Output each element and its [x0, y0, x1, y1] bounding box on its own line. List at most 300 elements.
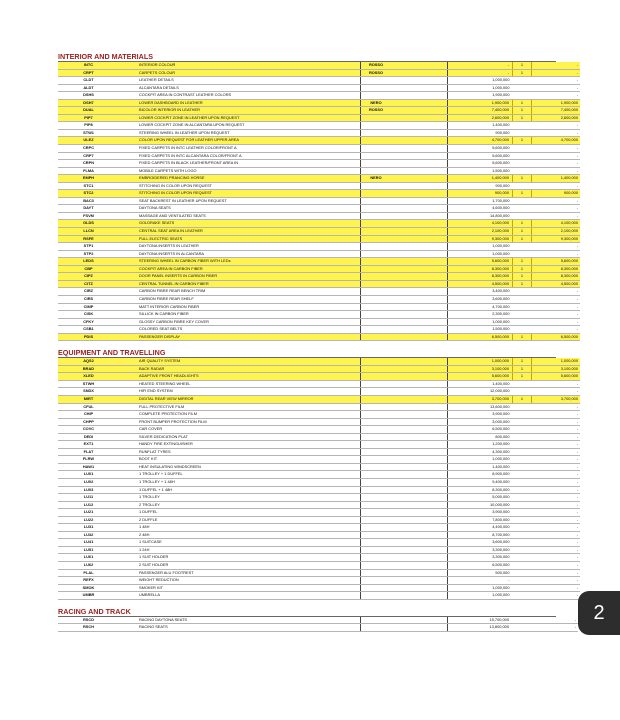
option-total: -: [532, 516, 581, 524]
option-total: -: [532, 311, 581, 319]
option-total: 4,100,000: [532, 220, 581, 228]
option-color: [361, 539, 392, 547]
option-color: [361, 592, 392, 600]
option-price: 5,600,000: [448, 152, 513, 160]
option-quantity: 1: [513, 333, 532, 341]
option-code: CSB1: [58, 326, 119, 334]
spacer-cell: [391, 524, 448, 532]
option-total: -: [532, 448, 581, 456]
option-price: 1,000,000: [448, 84, 513, 92]
option-color: [361, 288, 392, 296]
option-color: [361, 77, 392, 85]
option-total: 2,600,000: [532, 114, 581, 122]
page-number-badge: 2: [578, 591, 620, 635]
option-description: 2 SUIT HOLDER: [119, 562, 361, 570]
option-quantity: [513, 205, 532, 213]
option-color: [361, 524, 392, 532]
racing-options-table: [58, 617, 578, 632]
spacer-cell: [391, 114, 448, 122]
option-price: 5,600,000: [448, 258, 513, 266]
option-quantity: 1: [513, 137, 532, 145]
option-code: AQS2: [58, 358, 119, 365]
option-total: 8,300,000: [532, 265, 581, 273]
option-description: COCKPIT AREA IN CARBON FIBER: [119, 265, 361, 273]
option-quantity: [513, 243, 532, 251]
option-quantity: [513, 433, 532, 441]
option-color: [361, 471, 392, 479]
option-code: DSHS: [58, 92, 119, 100]
option-description: SEAT BACKREST IN LEATHER UPON REQUEST: [119, 197, 361, 205]
option-code: LU01: [58, 471, 119, 479]
spacer-cell: [391, 441, 448, 449]
option-color: [361, 265, 392, 273]
option-code: BAC3: [58, 197, 119, 205]
option-code: UMBR: [58, 592, 119, 600]
option-code: CBP: [58, 265, 119, 273]
option-description: 2 48H: [119, 531, 361, 539]
option-total: -: [532, 546, 581, 554]
table-row: [58, 250, 580, 258]
table-row: [58, 486, 580, 494]
option-total: -: [532, 471, 581, 479]
option-color: ROSSO: [361, 62, 392, 69]
interior-options-table: [58, 62, 580, 341]
spacer-cell: [391, 516, 448, 524]
option-total: -: [532, 426, 581, 434]
option-price: -: [448, 577, 513, 585]
table-row: [58, 494, 580, 502]
table-row: [58, 577, 580, 585]
option-total: -: [532, 84, 581, 92]
option-code: CIRZ: [58, 288, 119, 296]
option-code: STC1: [58, 182, 119, 190]
option-price: 8,900,000: [448, 471, 513, 479]
option-code: LU11: [58, 494, 119, 502]
option-quantity: [513, 486, 532, 494]
option-description: 1 48H: [119, 524, 361, 532]
option-color: [361, 577, 392, 585]
option-price: 1,500,000: [448, 167, 513, 175]
option-color: [361, 182, 392, 190]
spacer-cell: [391, 577, 448, 585]
option-code: PIP8: [58, 122, 119, 130]
option-quantity: [513, 84, 532, 92]
table-row: [58, 258, 580, 266]
option-description: 1 DUFFEL + 1 48H: [119, 486, 361, 494]
option-code: INTC: [58, 62, 119, 69]
option-code: SMOK: [58, 584, 119, 592]
option-description: LOWER DASHBOARD IN LEATHER: [119, 99, 361, 107]
option-quantity: 1: [513, 228, 532, 236]
option-color: [361, 280, 392, 288]
option-quantity: [513, 494, 532, 502]
option-price: 15,700,000: [448, 617, 513, 624]
option-code: PIP7: [58, 114, 119, 122]
option-total: -: [532, 182, 581, 190]
option-code: STP2: [58, 250, 119, 258]
table-row: [58, 509, 580, 517]
option-code: RSFE: [58, 235, 119, 243]
option-total: -: [532, 380, 581, 388]
option-quantity: [513, 122, 532, 130]
option-quantity: [513, 577, 532, 585]
option-color: [361, 250, 392, 258]
option-total: -: [532, 62, 581, 69]
option-quantity: [512, 624, 530, 632]
option-total: -: [532, 577, 581, 585]
option-description: ADAPTIVE FRONT HEADLIGHTS: [119, 373, 361, 381]
option-color: [361, 205, 392, 213]
option-price: 6,500,000: [448, 333, 513, 341]
option-description: HEAT INSULATING WINDSCREEN: [119, 463, 361, 471]
option-quantity: [513, 471, 532, 479]
option-quantity: 1: [513, 175, 532, 183]
option-description: COMPLETE PROTECTION FILM: [119, 411, 361, 419]
option-quantity: [513, 152, 532, 160]
option-color: [361, 273, 392, 281]
table-row: [58, 403, 580, 411]
option-price: 13,600,000: [448, 403, 513, 411]
spacer-cell: [391, 122, 448, 130]
option-total: -: [532, 145, 581, 153]
option-quantity: [513, 524, 532, 532]
spacer-cell: [391, 295, 448, 303]
option-price: 3,100,000: [448, 365, 513, 373]
option-code: PLAL: [58, 569, 119, 577]
option-total: -: [532, 92, 581, 100]
option-code: FLRW: [58, 456, 119, 464]
option-description: COCKPIT AREA IN CONTRAST LEATHER COLORS: [119, 92, 361, 100]
option-code: COVC: [58, 426, 119, 434]
option-description: RUNFLAT TYRES: [119, 448, 361, 456]
option-description: INTERIOR COLOUR: [119, 62, 361, 69]
spacer-cell: [391, 92, 448, 100]
option-code: CRPN: [58, 160, 119, 168]
option-quantity: 1: [513, 190, 532, 198]
option-color: ROSSO: [361, 69, 392, 77]
option-total: -: [532, 69, 581, 77]
table-row: [58, 62, 580, 69]
table-row: [58, 152, 580, 160]
options-price-sheet: [58, 52, 578, 632]
option-quantity: [513, 182, 532, 190]
table-row: [58, 114, 580, 122]
option-code: SNDX: [58, 388, 119, 396]
option-color: [361, 152, 392, 160]
option-quantity: [513, 441, 532, 449]
option-quantity: 1: [513, 62, 532, 69]
option-quantity: [513, 562, 532, 570]
option-price: 800,000: [448, 433, 513, 441]
option-price: 1,400,000: [448, 175, 513, 183]
option-code: STWH: [58, 380, 119, 388]
spacer-cell: [391, 358, 448, 365]
option-total: 6,500,000: [532, 333, 581, 341]
option-description: FIXED CARPETS IN BLACK LEATHER/FRONT AREA IN: [119, 160, 361, 168]
option-description: 1 TROLLEY + 1 DUFFEL: [119, 471, 361, 479]
spacer-cell: [391, 205, 448, 213]
option-color: [361, 509, 392, 517]
option-color: [361, 358, 392, 365]
option-price: 2,600,000: [448, 114, 513, 122]
spacer-cell: [391, 99, 448, 107]
table-row: [58, 326, 580, 334]
option-quantity: [513, 77, 532, 85]
spacer-cell: [391, 501, 448, 509]
table-row: [58, 318, 580, 326]
option-quantity: [513, 411, 532, 419]
option-quantity: [513, 388, 532, 396]
spacer-cell: [391, 531, 448, 539]
option-code: FSVM: [58, 212, 119, 220]
option-color: [361, 388, 392, 396]
table-row: [58, 235, 580, 243]
spacer-cell: [391, 463, 448, 471]
option-color: [361, 137, 392, 145]
option-quantity: [513, 539, 532, 547]
option-total: -: [532, 388, 581, 396]
option-code: LU41: [58, 539, 119, 547]
option-total: -: [532, 160, 581, 168]
option-total: -: [532, 501, 581, 509]
table-row: [58, 373, 580, 381]
table-row: [58, 365, 580, 373]
option-code: DSH7: [58, 99, 119, 107]
option-description: ALCANTARA DETAILS: [119, 84, 361, 92]
option-description: AIR QUALITY SYSTEM: [119, 358, 361, 365]
option-code: LU51: [58, 546, 119, 554]
table-row: [58, 220, 580, 228]
option-price: 9,300,000: [448, 235, 513, 243]
option-quantity: [513, 212, 532, 220]
option-total: -: [530, 624, 578, 632]
spacer-cell: [391, 562, 448, 570]
option-description: MASSAGE AND VENTILATED SEATS: [119, 212, 361, 220]
option-description: BACK RADAR: [119, 365, 361, 373]
spacer-cell: [391, 137, 448, 145]
option-quantity: [513, 129, 532, 137]
option-description: STITCHING IN COLOR UPON REQUEST: [119, 190, 361, 198]
option-description: FULL PROTECTIVE FILM: [119, 403, 361, 411]
option-code: RSCH: [58, 624, 119, 632]
option-price: 12,000,000: [448, 388, 513, 396]
table-row: [58, 478, 580, 486]
option-code: CITZ: [58, 280, 119, 288]
option-code: ALDT: [58, 84, 119, 92]
option-code: CFUL: [58, 403, 119, 411]
option-description: 2 TROLLEY: [119, 501, 361, 509]
option-description: MATT INTERIOR CARBON FIBER: [119, 303, 361, 311]
option-code: LU03: [58, 486, 119, 494]
option-quantity: 1: [513, 99, 532, 107]
table-row: [58, 539, 580, 547]
option-total: -: [532, 250, 581, 258]
option-total: 900,000: [532, 190, 581, 198]
option-price: 1,000,000: [448, 243, 513, 251]
option-price: 4,700,000: [448, 137, 513, 145]
section-title-equipment: EQUIPMENT AND TRAVELLING: [58, 348, 556, 358]
option-price: 1,200,000: [448, 441, 513, 449]
spacer-cell: [391, 220, 448, 228]
option-description: PASSENGER ALU FOOTREST: [119, 569, 361, 577]
option-code: EMPH: [58, 175, 119, 183]
option-color: [361, 333, 392, 341]
option-price: 3,900,000: [448, 411, 513, 419]
option-total: -: [532, 584, 581, 592]
spacer-cell: [391, 569, 448, 577]
option-color: [361, 212, 392, 220]
option-total: -: [532, 494, 581, 502]
option-total: -: [530, 617, 578, 624]
table-row: [58, 129, 580, 137]
option-color: [361, 129, 392, 137]
option-code: LU31: [58, 524, 119, 532]
option-code: EXT1: [58, 441, 119, 449]
option-total: 5,600,000: [532, 373, 581, 381]
option-color: NERO: [361, 99, 392, 107]
option-total: 3,700,000: [532, 395, 581, 403]
option-code: CRPC: [58, 145, 119, 153]
spacer-cell: [391, 145, 448, 153]
option-price: 1,000,000: [448, 318, 513, 326]
option-description: CARBON FIBRE REAR BENCH TRIM: [119, 288, 361, 296]
table-row: [58, 501, 580, 509]
option-price: 4,600,000: [448, 205, 513, 213]
option-total: 2,100,000: [532, 228, 581, 236]
option-description: CAR COVER: [119, 426, 361, 434]
option-quantity: 1: [513, 107, 532, 115]
option-price: 1,400,000: [448, 122, 513, 130]
option-code: CIPZ: [58, 273, 119, 281]
option-quantity: [513, 509, 532, 517]
option-quantity: [513, 380, 532, 388]
option-price: 4,500,000: [448, 280, 513, 288]
table-row: [58, 433, 580, 441]
option-description: 1 SUITCASE: [119, 539, 361, 547]
option-quantity: [513, 584, 532, 592]
option-price: 5,600,000: [448, 145, 513, 153]
option-color: [361, 569, 392, 577]
option-price: 4,700,000: [448, 303, 513, 311]
option-description: GOLDRAKE SEATS: [119, 220, 361, 228]
spacer-cell: [391, 584, 448, 592]
option-price: 3,000,000: [448, 418, 513, 426]
option-quantity: [513, 167, 532, 175]
spacer-cell: [391, 69, 448, 77]
option-description: DOOR PANEL INSERTS IN CARBON FIBER: [119, 273, 361, 281]
table-row: [58, 388, 580, 396]
option-quantity: [512, 617, 530, 624]
table-row: [58, 471, 580, 479]
spacer-cell: [391, 129, 448, 137]
spacer-cell: [391, 333, 448, 341]
spacer-cell: [391, 280, 448, 288]
option-price: 8,700,000: [448, 531, 513, 539]
table-row: [58, 288, 580, 296]
spacer-cell: [391, 456, 448, 464]
option-description: CARBON FIBRE REAR SHELF: [119, 295, 361, 303]
option-total: 4,700,000: [532, 137, 581, 145]
table-row: [58, 617, 578, 624]
option-quantity: [513, 554, 532, 562]
option-quantity: 1: [513, 280, 532, 288]
option-description: UMBRELLA: [119, 592, 361, 600]
spacer-cell: [391, 373, 448, 381]
spacer-cell: [391, 228, 448, 236]
option-quantity: [513, 463, 532, 471]
option-color: [361, 220, 392, 228]
option-color: [361, 258, 392, 266]
option-price: 1,000,000: [448, 456, 513, 464]
option-color: [361, 441, 392, 449]
option-description: 1 DUFFEL: [119, 509, 361, 517]
option-color: [361, 448, 392, 456]
option-description: SILVER DEDICATION PLAT: [119, 433, 361, 441]
option-description: BICOLOR INTERIOR IN LEATHER: [119, 107, 361, 115]
option-description: DAYTONA INSERTS IN LEATHER: [119, 243, 361, 251]
spacer-cell: [391, 77, 448, 85]
option-price: 2,300,000: [448, 311, 513, 319]
table-row: [58, 562, 580, 570]
option-code: LEDS: [58, 258, 119, 266]
option-description: 2 DUFFLE: [119, 516, 361, 524]
option-price: 5,000,000: [448, 494, 513, 502]
option-description: MOBILE CARPETS WITH LOGO: [119, 167, 361, 175]
spacer-cell: [391, 197, 448, 205]
spacer-cell: [391, 107, 448, 115]
spacer-cell: [391, 190, 448, 198]
option-total: -: [532, 463, 581, 471]
option-price: 13,800,000: [448, 624, 513, 632]
spacer-cell: [391, 62, 448, 69]
option-code: CIMP: [58, 303, 119, 311]
option-description: WEIGHT REDUCTION: [119, 577, 361, 585]
option-description: DAYTONA INSERTS IN ALCANTARA: [119, 250, 361, 258]
spacer-cell: [391, 546, 448, 554]
option-code: GLDS: [58, 220, 119, 228]
spacer-cell: [391, 84, 448, 92]
spacer-cell: [391, 311, 448, 319]
option-color: [361, 403, 392, 411]
spacer-cell: [391, 478, 448, 486]
option-price: 4,100,000: [448, 220, 513, 228]
option-price: 3,600,000: [448, 295, 513, 303]
spacer-cell: [391, 509, 448, 517]
option-total: 1,000,000: [532, 358, 581, 365]
option-color: [361, 516, 392, 524]
option-quantity: [513, 569, 532, 577]
option-total: -: [532, 441, 581, 449]
option-total: 8,300,000: [532, 273, 581, 281]
option-description: 1 24H: [119, 546, 361, 554]
option-price: 1,400,000: [448, 463, 513, 471]
option-description: GLOSSY CARBON FIBRE KEY COVER: [119, 318, 361, 326]
option-price: 900,000: [448, 182, 513, 190]
spacer-cell: [391, 418, 448, 426]
option-color: [361, 584, 392, 592]
option-description: DAYTONA SEATS: [119, 205, 361, 213]
spacer-cell: [391, 152, 448, 160]
table-row: [58, 280, 580, 288]
option-description: FIXED CARPETS IN INTC LEATHER COLOR/FRONT A: [119, 145, 361, 153]
option-code: ULEZ: [58, 137, 119, 145]
table-row: [58, 456, 580, 464]
option-description: CARPETS COLOUR: [119, 69, 361, 77]
option-quantity: [513, 295, 532, 303]
option-price: 1,000,000: [448, 77, 513, 85]
option-total: 9,300,000: [532, 235, 581, 243]
option-price: 1,000,000: [448, 592, 513, 600]
